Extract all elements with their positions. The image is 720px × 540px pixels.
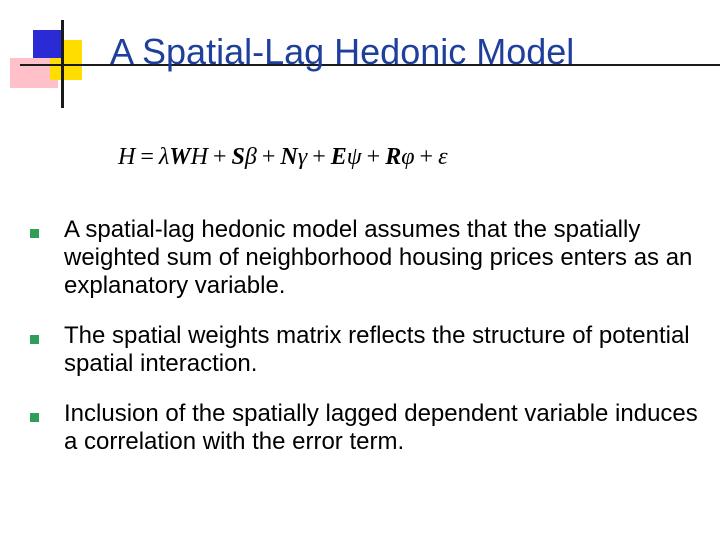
square-bullet-icon <box>30 400 64 422</box>
equation-operator: + <box>419 144 434 170</box>
equation-operator: + <box>261 144 276 170</box>
bullet-item <box>30 322 702 378</box>
equation-operator: + <box>366 144 381 170</box>
equation-term: ψ <box>346 144 362 170</box>
bullet-item <box>30 216 702 300</box>
equation-term: R <box>385 144 402 170</box>
equation-term: S <box>231 144 245 170</box>
equation-operator: = <box>140 144 154 170</box>
bullet-text: A spatial-lag hedonic model assumes that the spatially weighted sum of neighborhood housing prices enters as an explanatory variable. <box>64 216 693 299</box>
equation-term: H <box>118 144 136 170</box>
square-bullet-icon <box>30 216 64 238</box>
decorative-vertical-line <box>61 20 64 108</box>
equation-operator: + <box>212 144 227 170</box>
equation-term: ε <box>438 144 448 170</box>
slide-title: A Spatial-Lag Hedonic Model <box>110 31 575 72</box>
equation-term: λ <box>158 144 170 170</box>
bullet-item <box>30 400 702 456</box>
equation-term: H <box>190 144 208 170</box>
model-equation <box>118 142 448 172</box>
square-bullet-icon <box>30 322 64 344</box>
bullet-text: The spatial weights matrix reflects the structure of potential spatial interaction. <box>64 322 690 377</box>
equation-term: γ <box>297 144 308 170</box>
equation-operator: + <box>312 144 326 170</box>
equation-term: W <box>169 144 191 170</box>
equation-term: φ <box>401 144 415 170</box>
bullet-text: Inclusion of the spatially lagged dependent variable induces a correlation with the error term. <box>64 400 698 455</box>
decorative-blue-square <box>33 30 63 58</box>
bullet-list <box>30 216 702 478</box>
equation-term: β <box>244 144 257 170</box>
equation-term: N <box>280 144 298 170</box>
equation-term: E <box>330 144 347 170</box>
